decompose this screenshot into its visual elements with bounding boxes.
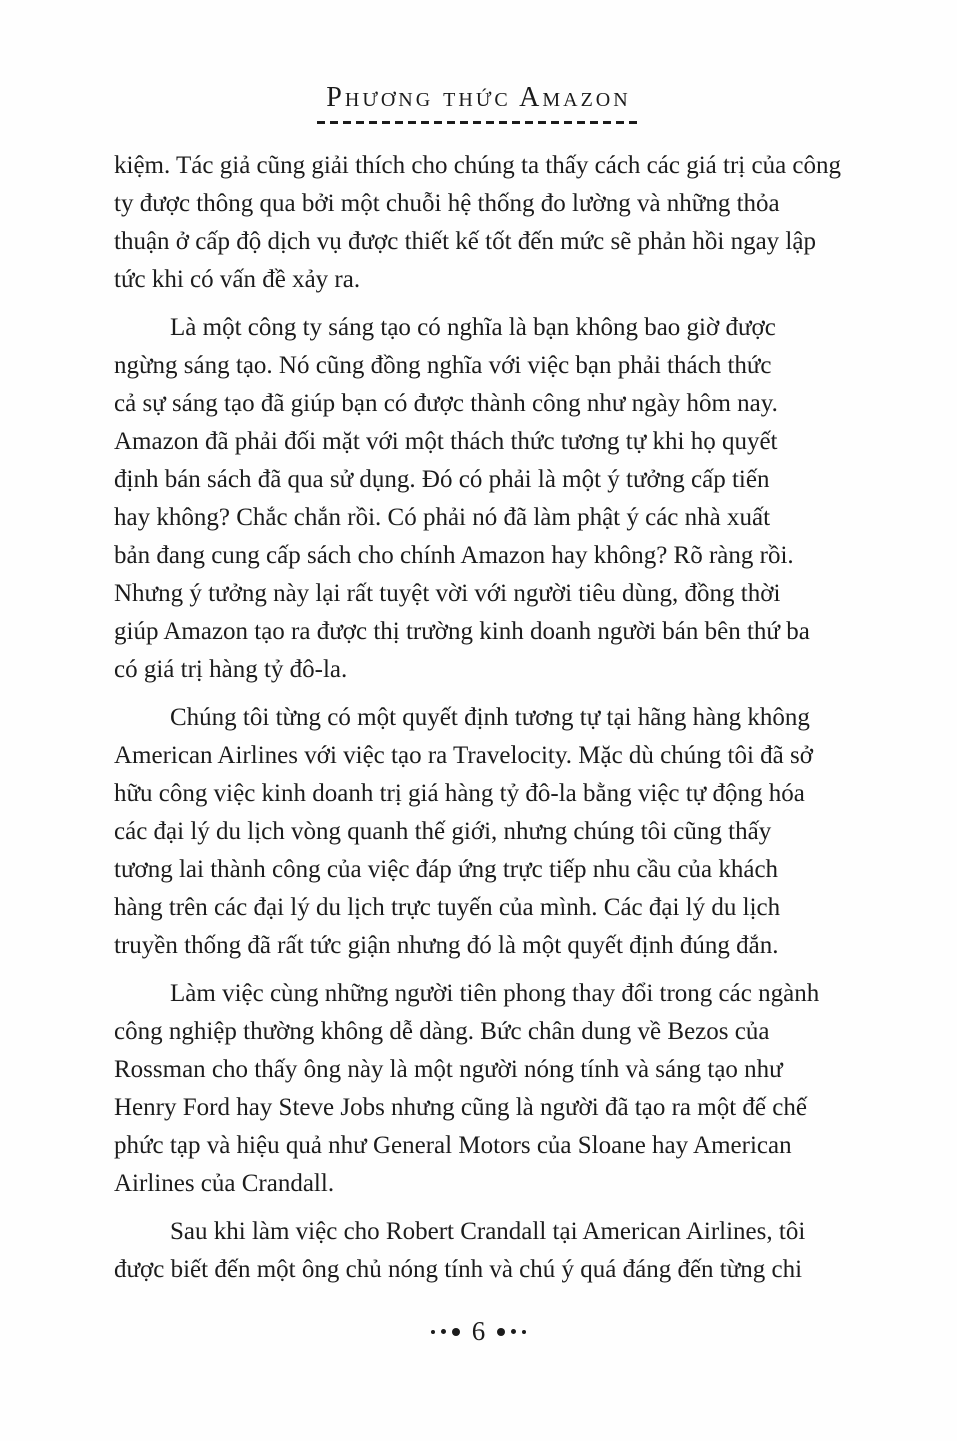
- page-footer: [0, 1314, 957, 1347]
- paragraph: [114, 1213, 842, 1289]
- header-divider-dashed-rule: [317, 121, 641, 124]
- text-line: Chúng tôi từng có một quyết định tương tự tại hãng hàng không: [170, 704, 810, 731]
- text-line: bản đang cung cấp sách cho chính Amazon hay không? Rõ ràng rồi.: [114, 542, 794, 569]
- paragraph: [114, 147, 842, 299]
- text-line: Henry Ford hay Steve Jobs nhưng cũng là người đã tạo ra một đế chế: [114, 1094, 807, 1121]
- ornament-dot-icon: [441, 1329, 446, 1334]
- text-line: phức tạp và hiệu quả như General Motors của Sloane hay American: [114, 1132, 792, 1159]
- text-line: ngừng sáng tạo. Nó cũng đồng nghĩa với việc bạn phải thách thức: [114, 352, 772, 379]
- text-line: Amazon đã phải đối mặt với một thách thức tương tự khi họ quyết: [114, 428, 778, 455]
- ornament-dot-icon: [511, 1329, 516, 1334]
- paragraph: [114, 309, 842, 689]
- paragraph: [114, 975, 842, 1203]
- text-line: tương lai thành công của việc đáp ứng trực tiếp nhu cầu của khách: [114, 856, 779, 883]
- text-line: giúp Amazon tạo ra được thị trường kinh doanh người bán bên thứ ba: [114, 618, 810, 645]
- text-line: hữu công việc kinh doanh trị giá hàng tỷ đô-la bằng việc tự động hóa: [114, 780, 805, 807]
- page-body: [114, 147, 842, 1299]
- text-line: công nghiệp thường không dễ dàng. Bức chân dung về Bezos của: [114, 1018, 770, 1045]
- text-line: cả sự sáng tạo đã giúp bạn có được thành công như ngày hôm nay.: [114, 390, 778, 417]
- text-line: kiệm. Tác giả cũng giải thích cho chúng ta thấy cách các giá trị của công: [114, 152, 842, 179]
- ornament-dot-icon: [522, 1330, 526, 1334]
- text-line: American Airlines với việc tạo ra Travelocity. Mặc dù chúng tôi đã sở: [114, 742, 813, 769]
- ornament-dot-icon: [497, 1328, 505, 1336]
- text-line: Nhưng ý tưởng này lại rất tuyệt vời với người tiêu dùng, đồng thời: [114, 580, 781, 607]
- text-line: được biết đến một ông chủ nóng tính và chú ý quá đáng đến từng chi: [114, 1256, 803, 1283]
- text-line: hay không? Chắc chắn rồi. Có phải nó đã làm phật ý các nhà xuất: [114, 504, 771, 531]
- text-line: Là một công ty sáng tạo có nghĩa là bạn không bao giờ được: [170, 314, 776, 341]
- page-title: Phương thức Amazon: [326, 82, 631, 113]
- text-line: Airlines của Crandall.: [114, 1170, 335, 1197]
- paragraph: [114, 699, 842, 965]
- text-line: có giá trị hàng tỷ đô-la.: [114, 656, 348, 683]
- footer-ornament-left: [431, 1328, 460, 1336]
- ornament-dot-icon: [452, 1328, 460, 1336]
- text-line: các đại lý du lịch vòng quanh thế giới, nhưng chúng tôi cũng thấy: [114, 818, 772, 845]
- page-header: [0, 82, 957, 124]
- text-line: định bán sách đã qua sử dụng. Đó có phải là một ý tưởng cấp tiến: [114, 466, 770, 493]
- text-line: Sau khi làm việc cho Robert Crandall tại American Airlines, tôi: [170, 1218, 806, 1245]
- page-number: 6: [471, 1316, 486, 1347]
- text-line: ty được thông qua bởi một chuỗi hệ thống đo lường và những thỏa: [114, 190, 780, 217]
- footer-ornament-right: [497, 1328, 526, 1336]
- text-line: hàng trên các đại lý du lịch trực tuyến của mình. Các đại lý du lịch: [114, 894, 781, 921]
- text-line: truyền thống đã rất tức giận nhưng đó là một quyết định đúng đắn.: [114, 932, 779, 959]
- text-line: Rossman cho thấy ông này là một người nóng tính và sáng tạo như: [114, 1056, 783, 1083]
- text-line: Làm việc cùng những người tiên phong thay đổi trong các ngành: [170, 980, 820, 1007]
- text-line: tức khi có vấn đề xảy ra.: [114, 266, 361, 293]
- ornament-dot-icon: [431, 1330, 435, 1334]
- text-line: thuận ở cấp độ dịch vụ được thiết kế tốt đến mức sẽ phản hồi ngay lập: [114, 228, 816, 255]
